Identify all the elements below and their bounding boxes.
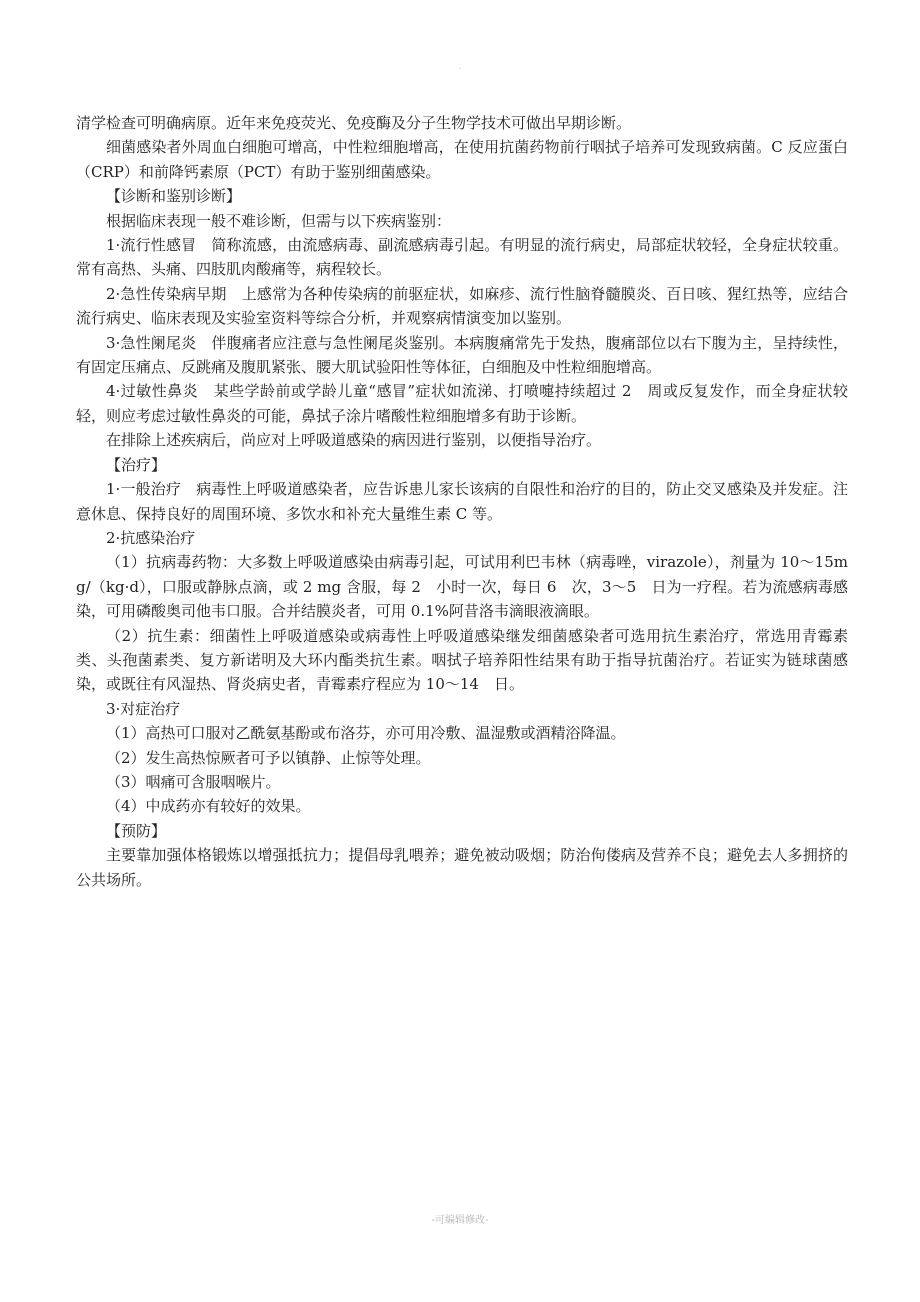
paragraph-general-treatment: 1·一般治疗 病毒性上呼吸道感染者，应告诉患儿家长该病的自限性和治疗的目的，防止交叉感染及并发症。注意休息、保持良好的周围环境、多饮水和补充大量维生素 C 等。 (76, 480, 848, 523)
section-heading-prevention: 【预防】 (106, 821, 167, 840)
paragraph-symptomatic-heading: 3·对症治疗 (106, 699, 181, 718)
paragraph-anti-infection-heading: 2·抗感染治疗 (106, 528, 196, 547)
paragraph-bacterial-infection: 细菌感染者外周血白细胞可增高，中性粒细胞增高，在使用抗菌药物前行咽拭子培养可发现致病菌。C 反应蛋白（CRP）和前降钙素原（PCT）有助于鉴别细菌感染。 (76, 138, 848, 181)
paragraph-antibiotics: （2）抗生素：细菌性上呼吸道感染或病毒性上呼吸道感染继发细菌感染者可选用抗生素治疗，常选用青霉素类、头孢菌素类、复方新诺明及大环内酯类抗生素。咽拭子培养阳性结果有助于指导抗菌治疗。若证实为链球菌感染，或既往有风湿热、肾炎病史者，青霉素疗程应为 10～14 日。 (76, 626, 848, 694)
section-heading-diagnosis: 【诊断和鉴别诊断】 (106, 187, 242, 206)
paragraph-febrile-convulsion: （2）发生高热惊厥者可予以镇静、止惊等处理。 (106, 748, 431, 767)
paragraph-influenza: 1·流行性感冒 简称流感，由流感病毒、副流感病毒引起。有明显的流行病史，局部症状较轻，全身症状较重。常有高热、头痛、四肢肌肉酸痛等，病程较长。 (76, 236, 848, 279)
page-footer: -可编辑修改- (431, 1215, 489, 1226)
paragraph-prevention: 主要靠加强体格锻炼以增强抵抗力；提倡母乳喂养；避免被动吸烟；防治佝偻病及营养不良；避免去人多拥挤的公共场所。 (76, 846, 848, 889)
paragraph-antiviral: （1）抗病毒药物：大多数上呼吸道感染由病毒引起，可试用利巴韦林（病毒唑，virazole），剂量为 10～15mg/（kg·d），口服或静脉点滴，或 2 mg 含服，每 2 小时一次，每日 6 次，3～5 日为一疗程。若为流感病毒感染，可用磷酸奥司他韦口服。合并结膜炎者，可用 0.1%阿昔洛韦滴眼液滴眼。 (76, 553, 848, 621)
paragraph-etiology-identification: 在排除上述疾病后，尚应对上呼吸道感染的病因进行鉴别，以便指导治疗。 (106, 431, 602, 450)
paragraph-high-fever: （1）高热可口服对乙酰氨基酚或布洛芬，亦可用冷敷、温湿敷或酒精浴降温。 (106, 724, 626, 743)
paragraph-acute-infectious: 2·急性传染病早期 上感常为各种传染病的前驱症状，如麻疹、流行性脑脊髓膜炎、百日咳、猩红热等，应结合流行病史、临床表现及实验室资料等综合分析，并观察病情演变加以鉴别。 (76, 284, 848, 328)
paragraph-appendicitis: 3·急性阑尾炎 伴腹痛者应注意与急性阑尾炎鉴别。本病腹痛常先于发热，腹痛部位以右下腹为主，呈持续性，有固定压痛点、反跳痛及腹肌紧张、腰大肌试验阳性等体征，白细胞及中性粒细胞增高。 (76, 333, 848, 377)
paragraph-diagnosis-intro: 根据临床表现一般不难诊断，但需与以下疾病鉴别： (106, 211, 452, 230)
header-mark: . (458, 62, 462, 72)
document-body (76, 111, 848, 892)
paragraph-sore-throat: （3）咽痛可含服咽喉片。 (106, 772, 281, 791)
paragraph-serology-continued: 清学检查可明确病原。近年来免疫荧光、免疫酶及分子生物学技术可做出早期诊断。 (76, 114, 632, 132)
section-heading-treatment: 【治疗】 (106, 455, 167, 474)
paragraph-allergic-rhinitis: 4·过敏性鼻炎 某些学龄前或学龄儿童“感冒”症状如流涕、打喷嚏持续超过 2 周或反复发作，而全身症状较轻，则应考虑过敏性鼻炎的可能，鼻拭子涂片嗜酸性粒细胞增多有助于诊断。 (76, 382, 848, 425)
paragraph-chinese-medicine: （4）中成药亦有较好的效果。 (106, 797, 311, 816)
